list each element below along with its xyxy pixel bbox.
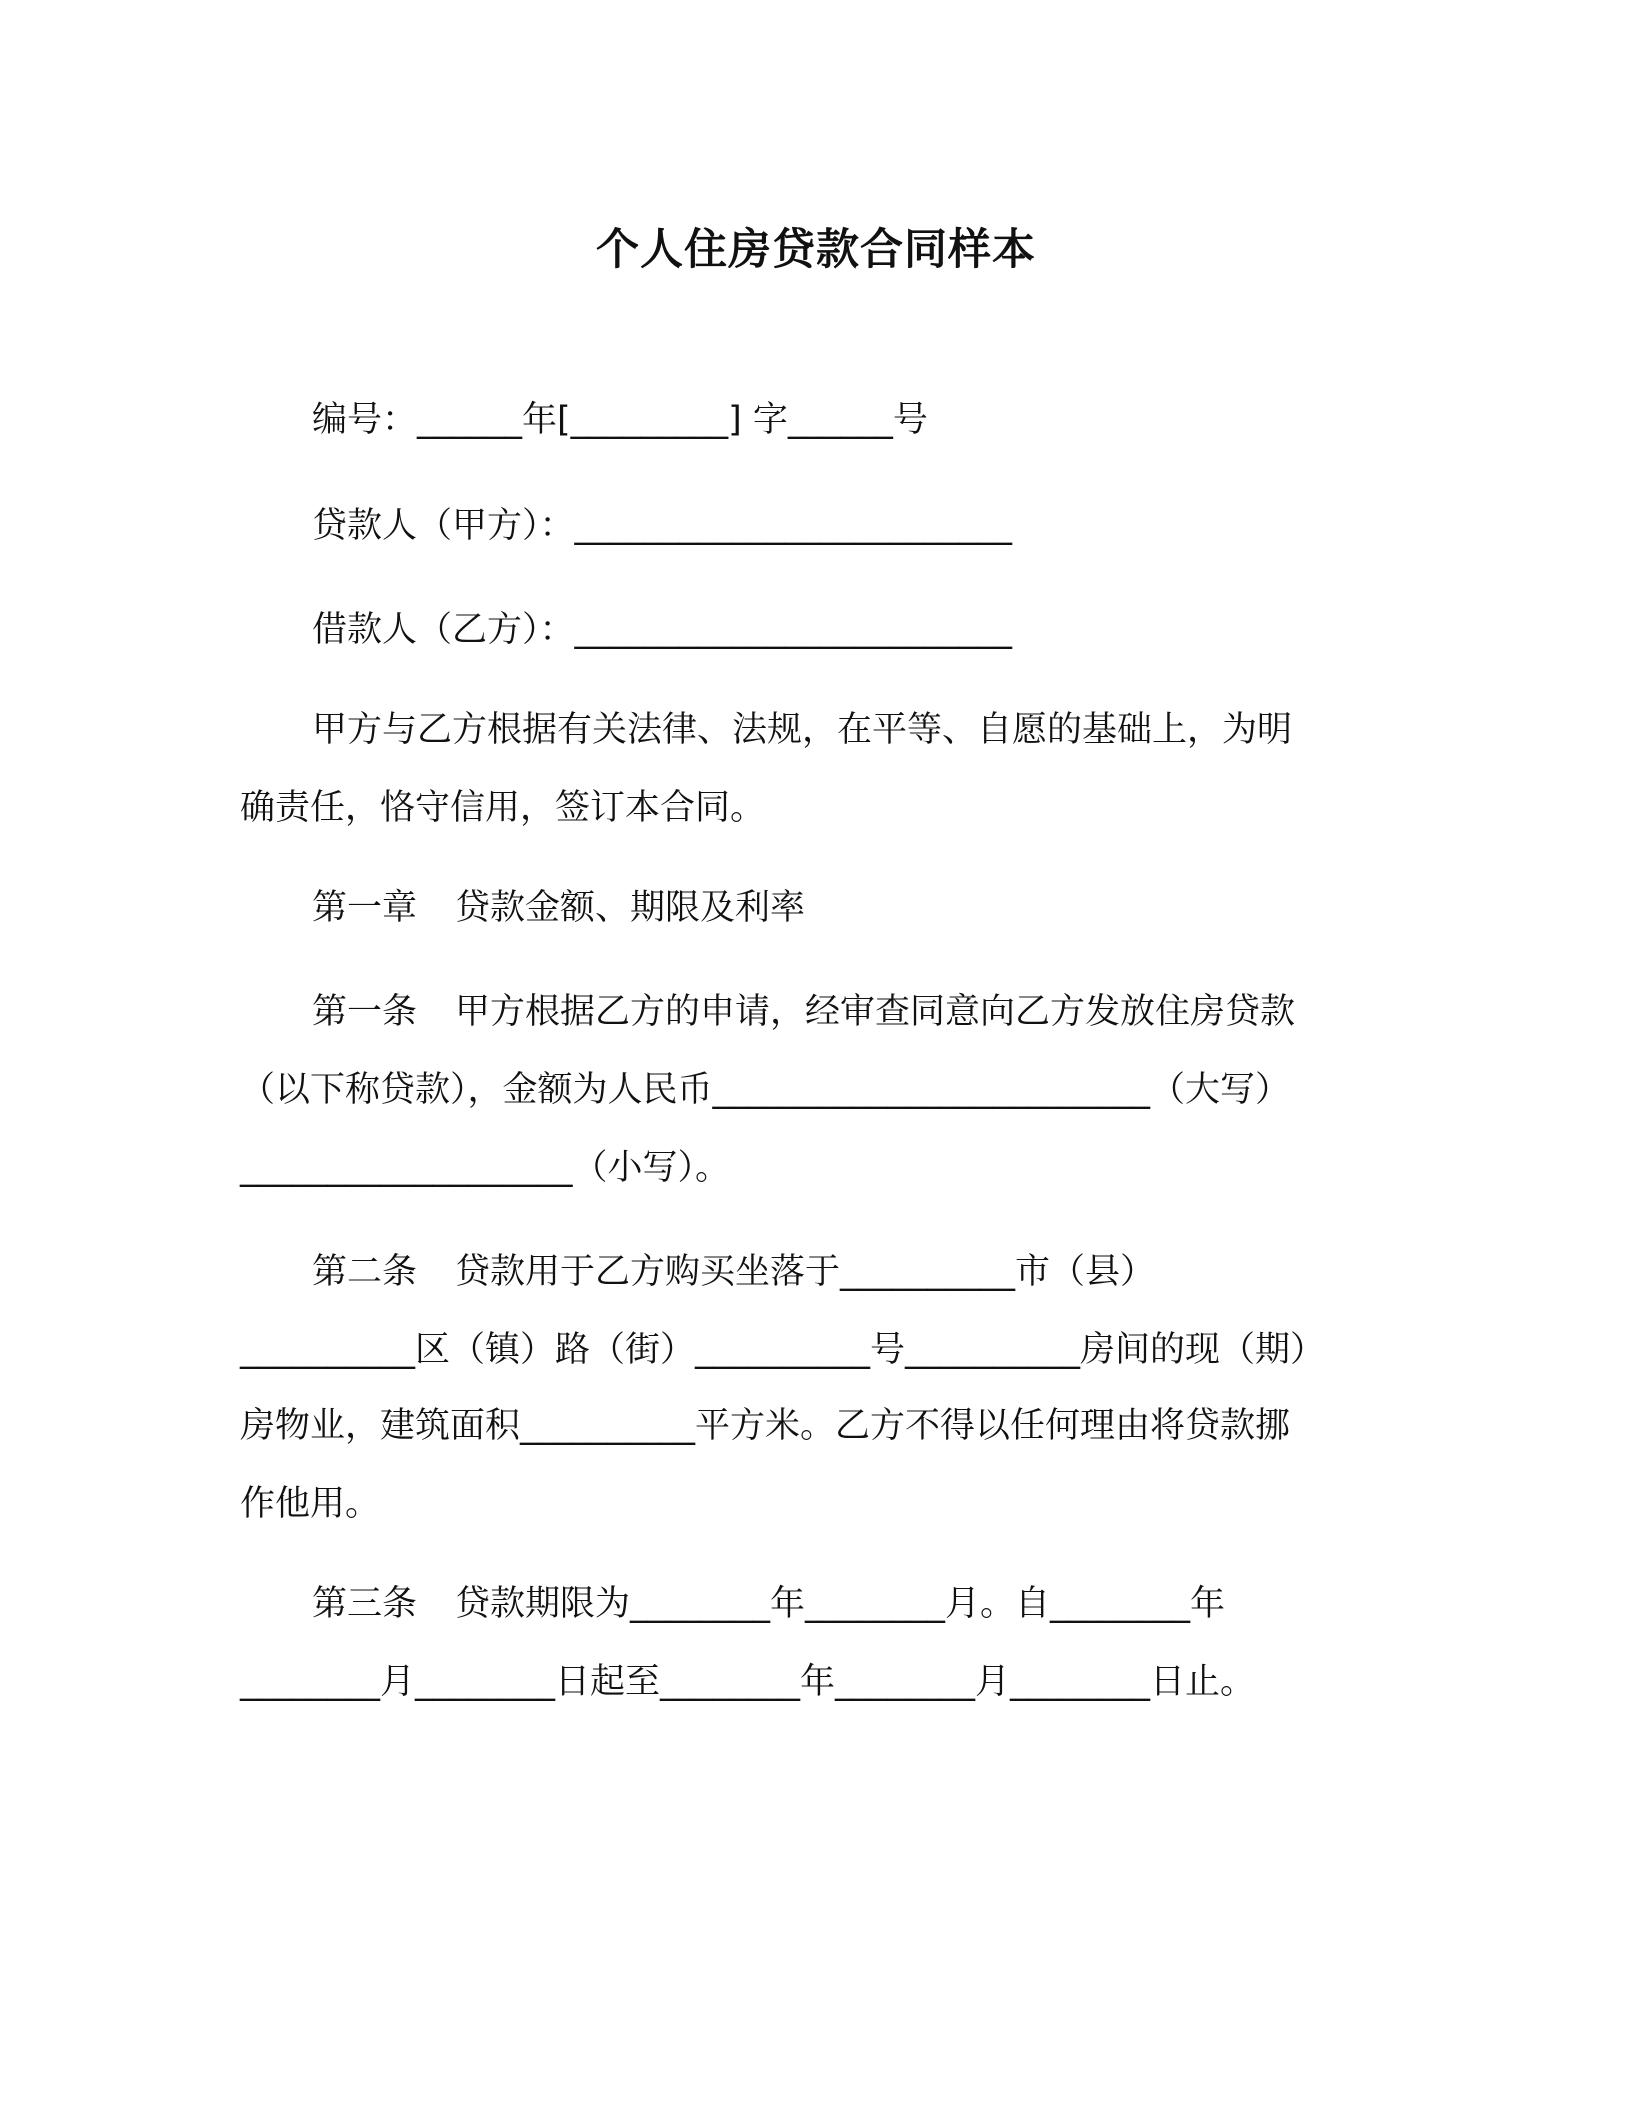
borrower-line: 借款人（乙方）：_________________________: [312, 610, 1013, 650]
article-3-line-2: ________月________日起至________年________月________日止。: [240, 1662, 1256, 1702]
article-3-label: 第三条: [312, 1584, 418, 1624]
article-1-text-1: 甲方根据乙方的申请，经审查同意向乙方发放住房贷款: [455, 992, 1296, 1032]
article-2-line-2: __________区（镇）路（街）__________号__________房间的现（期）: [240, 1330, 1326, 1370]
article-3-line-1: [312, 1580, 1225, 1628]
preamble-line-2: 确责任，恪守信用，签订本合同。: [240, 788, 766, 828]
article-3-text-1: 贷款期限为________年________月。自________年: [455, 1584, 1226, 1624]
contract-number-line: 编号：______年[_________] 字______号: [312, 400, 928, 440]
article-1-label: 第一条: [312, 992, 418, 1032]
article-2-text-1: 贷款用于乙方购买坐落于__________市（县）: [455, 1252, 1156, 1292]
preamble-line-1: 甲方与乙方根据有关法律、法规，在平等、自愿的基础上，为明: [312, 710, 1293, 750]
chapter-1-label: 第一章: [312, 888, 418, 928]
document-title: 个人住房贷款合同样本: [596, 225, 1036, 275]
article-1-line-3: ___________________（小写）。: [240, 1148, 731, 1188]
chapter-1-title: 贷款金额、期限及利率: [455, 888, 806, 928]
article-1-line-2: （以下称贷款），金额为人民币_________________________（大写）: [240, 1070, 1291, 1110]
chapter-1-heading: [312, 884, 805, 932]
article-2-line-4: 作他用。: [240, 1484, 381, 1524]
article-2-label: 第二条: [312, 1252, 418, 1292]
article-2-line-1: [312, 1248, 1155, 1296]
lender-line: 贷款人（甲方）：_________________________: [312, 506, 1013, 546]
article-2-line-3: 房物业，建筑面积__________平方米。乙方不得以任何理由将贷款挪: [240, 1406, 1291, 1446]
article-1-line-1: [312, 988, 1295, 1036]
